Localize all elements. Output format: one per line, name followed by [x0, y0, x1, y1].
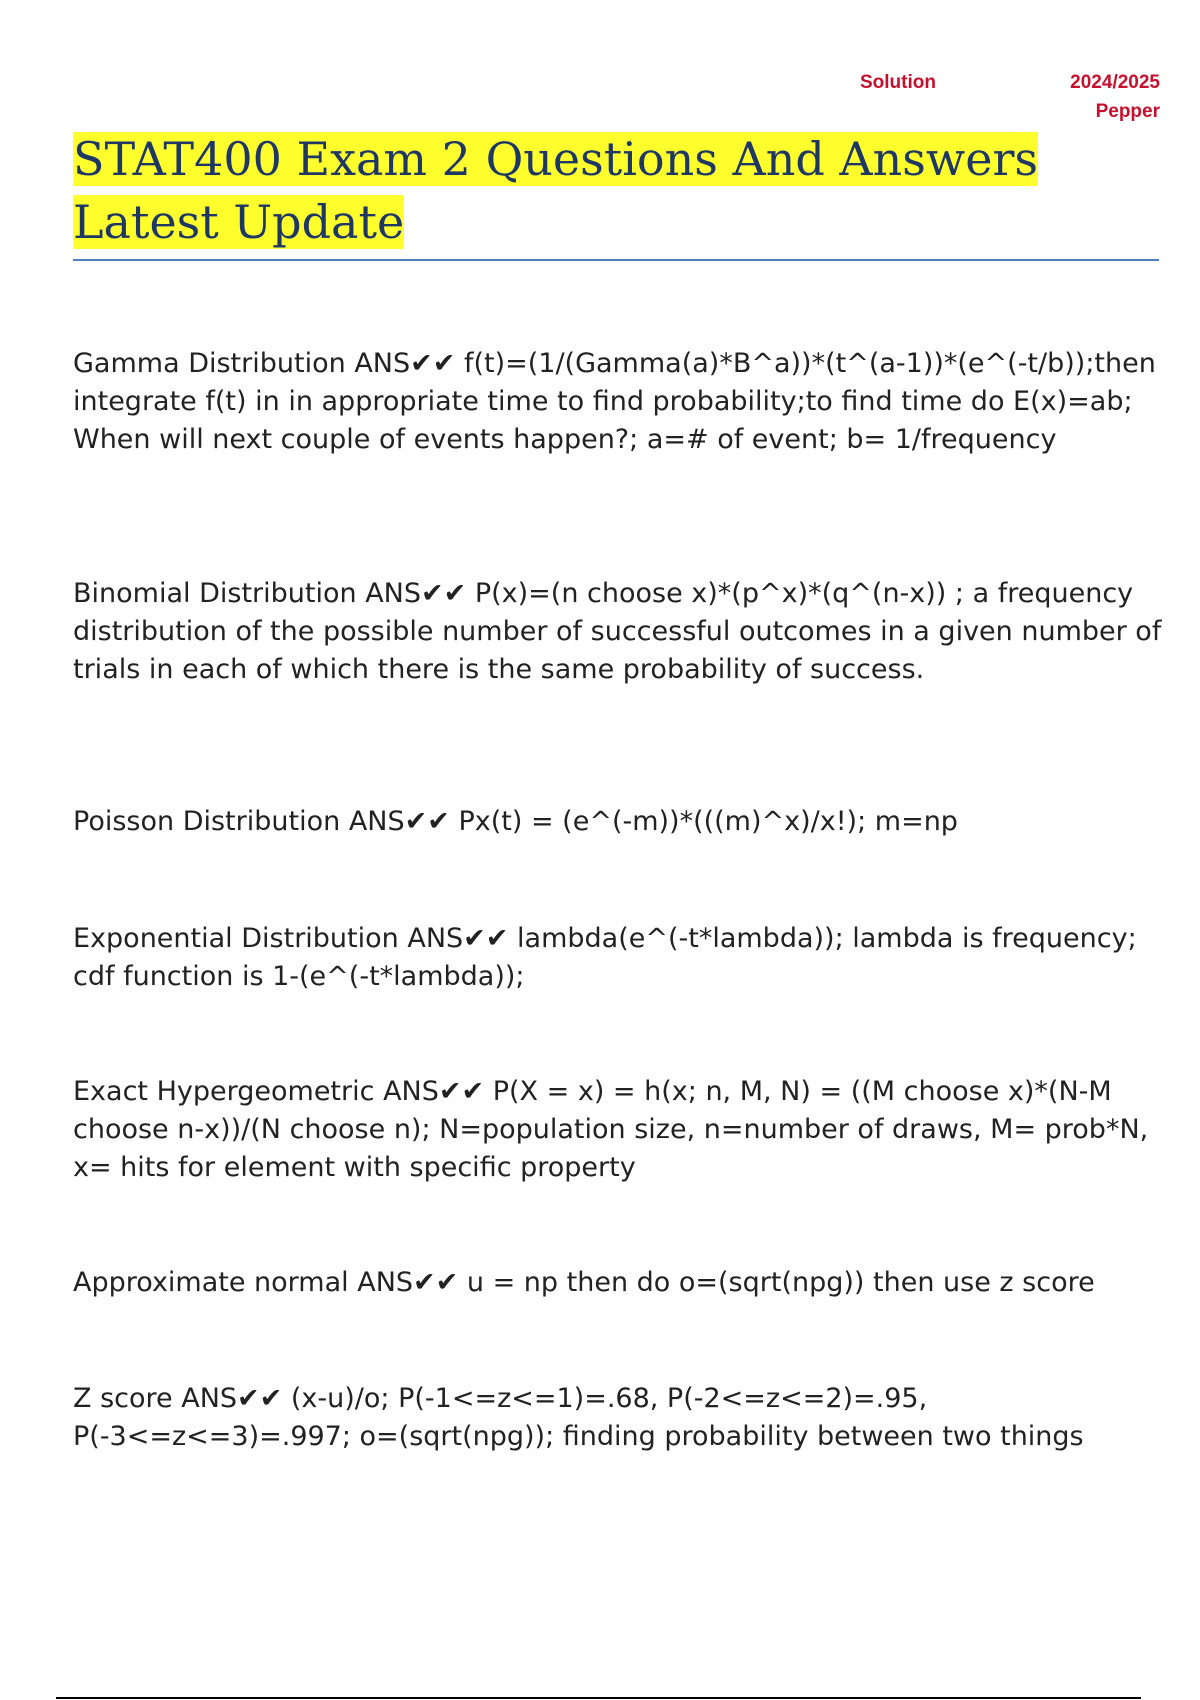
- title-divider: [73, 259, 1159, 261]
- qa-answer: P(X = x) = h(x; n, M, N) = ((M choose x)*(N-M choose n-x))/(N choose n); N=population size, n=number of draws, M= prob*N, x= hits for element with specific property: [73, 1076, 1149, 1183]
- page-title: [73, 128, 1159, 254]
- author-label: Pepper: [1095, 101, 1160, 122]
- solution-label: Solution: [860, 72, 936, 93]
- qa-term: Exact Hypergeometric: [73, 1076, 375, 1107]
- qa-term: Poisson Distribution: [73, 806, 341, 837]
- footer-divider: [56, 1697, 1141, 1699]
- title-block: [73, 128, 1159, 254]
- ans-marker: ANS✔✔: [348, 806, 450, 837]
- qa-term: Gamma Distribution: [73, 348, 346, 379]
- qa-item-hypergeometric: [73, 1073, 1163, 1187]
- ans-marker: ANS✔✔: [365, 578, 467, 609]
- page-title-text: STAT400 Exam 2 Questions And Answers Latest Update: [73, 132, 1039, 249]
- qa-answer: P(x)=(n choose x)*(p^x)*(q^(n-x)) ; a frequency distribution of the possible number of successful outcomes in a given number of trials in each of which there is the same probability of success.: [73, 578, 1162, 685]
- document-header-meta: [860, 72, 1160, 132]
- ans-marker: ANS✔✔: [383, 1076, 485, 1107]
- qa-term: Binomial Distribution: [73, 578, 357, 609]
- qa-term: Z score: [73, 1383, 173, 1414]
- ans-marker: ANS✔✔: [357, 1267, 459, 1298]
- qa-answer: (x-u)/o; P(-1<=z<=1)=.68, P(-2<=z<=2)=.95, P(-3<=z<=3)=.997; o=(sqrt(npg)); finding probability between two things: [73, 1383, 1084, 1452]
- qa-answer: lambda(e^(-t*lambda)); lambda is frequency; cdf function is 1-(e^(-t*lambda));: [73, 923, 1137, 992]
- ans-marker: ANS✔✔: [181, 1383, 283, 1414]
- ans-marker: ANS✔✔: [354, 348, 456, 379]
- qa-item-poisson: [73, 803, 1163, 841]
- qa-item-exponential: [73, 920, 1163, 996]
- qa-answer: u = np then do o=(sqrt(npg)) then use z score: [466, 1267, 1095, 1298]
- qa-answer: Px(t) = (e^(-m))*(((m)^x)/x!); m=np: [458, 806, 958, 837]
- qa-answer: f(t)=(1/(Gamma(a)*B^a))*(t^(a-1))*(e^(-t/b));then integrate f(t) in in appropriate time to find probability;to find time do E(x)=ab; When will next couple of events happen?; a=# of event; b= 1/frequency: [73, 348, 1156, 455]
- qa-item-approximate-normal: [73, 1264, 1163, 1302]
- qa-item-gamma: [73, 345, 1163, 459]
- year-label: 2024/2025: [1070, 72, 1160, 93]
- ans-marker: ANS✔✔: [407, 923, 509, 954]
- qa-term: Exponential Distribution: [73, 923, 399, 954]
- qa-term: Approximate normal: [73, 1267, 349, 1298]
- qa-item-z-score: [73, 1380, 1163, 1456]
- qa-item-binomial: [73, 575, 1163, 689]
